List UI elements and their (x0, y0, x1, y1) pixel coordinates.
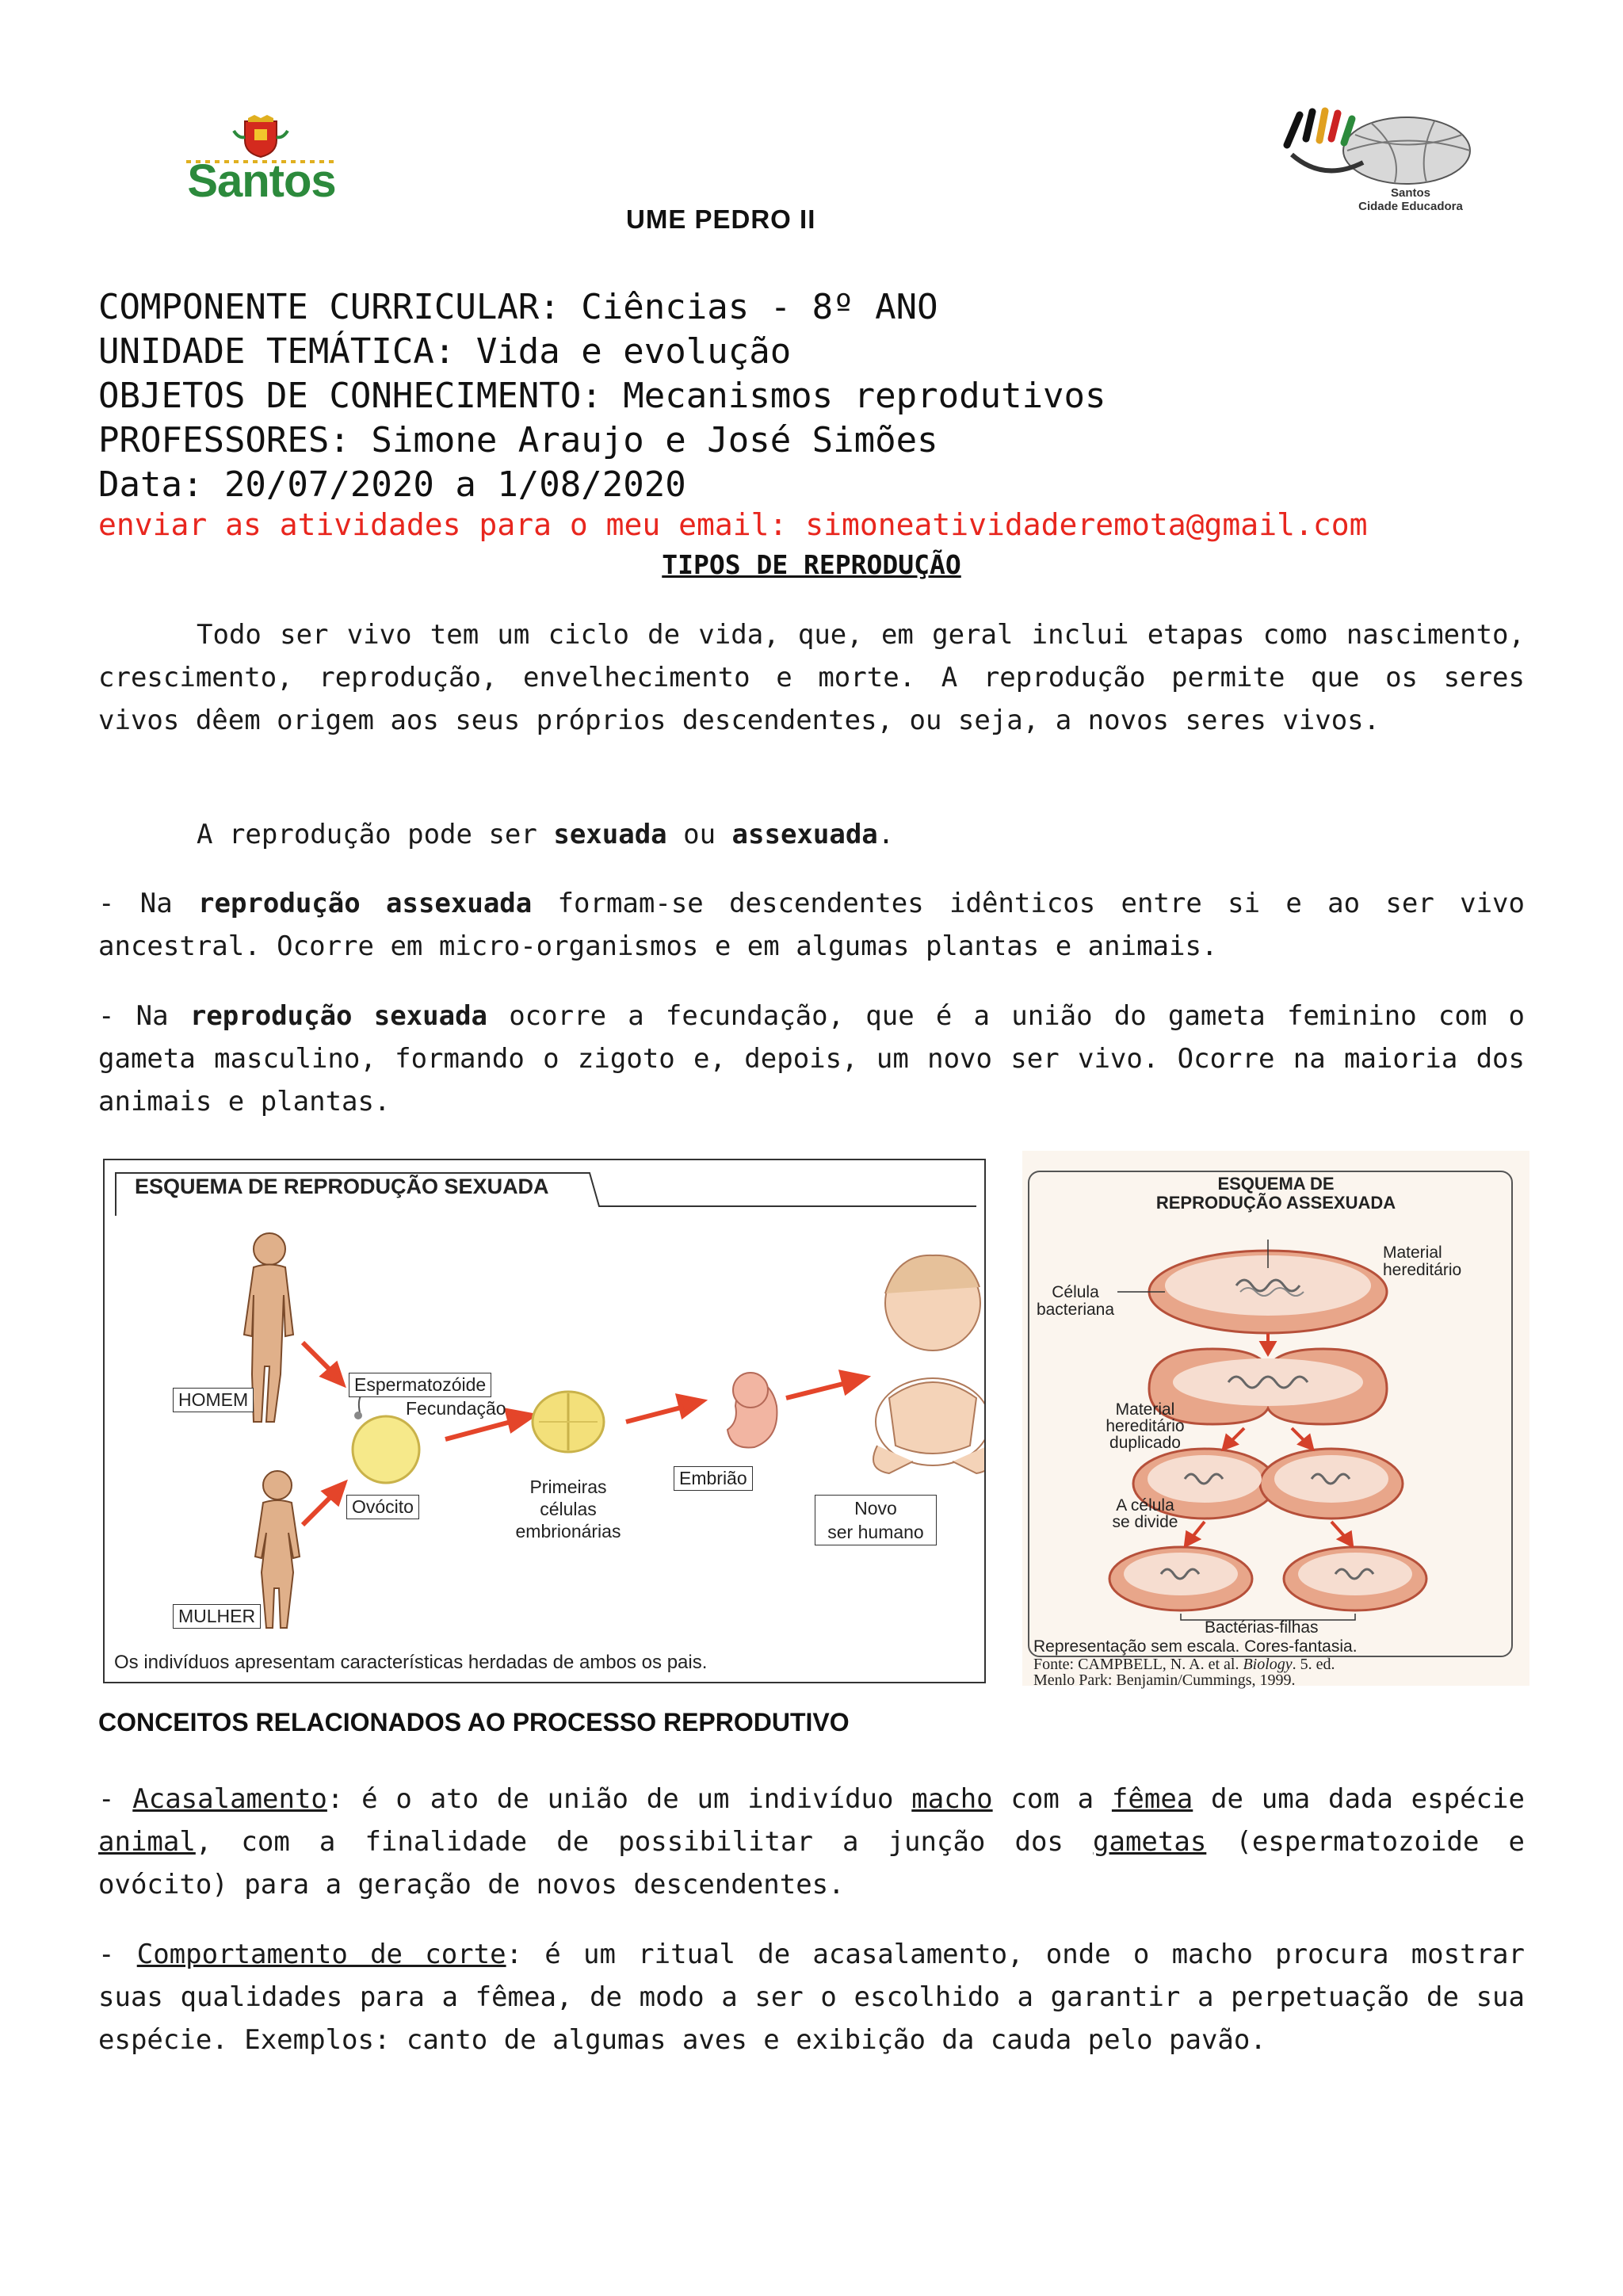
source-line-1 (1033, 1656, 1335, 1672)
label-bacterias-filhas: Bactérias-filhas (1205, 1618, 1319, 1637)
p3-bold: reprodução assexuada (198, 888, 533, 919)
source-a: Fonte: CAMPBELL, N. A. et al. (1033, 1656, 1243, 1673)
c1-t4: , com a finalidade de possibilitar a junção dos (195, 1826, 1093, 1858)
c2-t1: : é um ritual de acasalamento, onde o macho procura mostrar suas qualidades para a fêmea, de modo a ser o escolhido a garantir a perpetuação de sua espécie. Exemplos: canto de algumas aves e exibição da cauda pelo pavão. (98, 1939, 1525, 2056)
material-line-2: hereditário (1383, 1261, 1462, 1279)
intro-paragraph-3 (98, 882, 1525, 968)
asexual-figure-source (1033, 1656, 1335, 1688)
embryo-icon (727, 1373, 777, 1448)
c1-t1: : é o ato de união de um indivíduo (327, 1783, 912, 1815)
oocyte-icon (353, 1416, 419, 1483)
intro-paragraph-4 (98, 995, 1525, 1123)
c1-t3: de uma dada espécie (1193, 1783, 1525, 1815)
c1-t5: (espermatozoide e ovócito) para a geração de novos descendentes. (98, 1826, 1525, 1901)
header-componente: COMPONENTE CURRICULAR: Ciências - 8º ANO (98, 287, 938, 327)
duplicado-line-2: hereditário (1106, 1417, 1185, 1435)
p2-bold-sexuada: sexuada (553, 819, 667, 850)
c1-u1-macho: macho (911, 1783, 993, 1815)
c1-t2: com a (992, 1783, 1112, 1815)
asexual-figure-note: Representação sem escala. Cores-fantasia. (1033, 1637, 1358, 1656)
c1-u3-animal: animal (98, 1826, 196, 1858)
sexual-figure-title: ESQUEMA DE REPRODUÇÃO SEXUADA (135, 1175, 549, 1198)
school-name: UME PEDRO II (626, 204, 816, 234)
label-ovocito: Ovócito (346, 1495, 419, 1519)
p2-text-c: ou (666, 819, 732, 850)
daughter-bacteria-icon (1109, 1547, 1426, 1610)
concepts-title: CONCEITOS RELACIONADOS AO PROCESSO REPRODUTIVO (98, 1708, 850, 1736)
baby-icon (873, 1255, 984, 1473)
asexual-title-line-2: REPRODUÇÃO ASSEXUADA (1155, 1193, 1396, 1213)
source-line-2: Menlo Park: Benjamin/Cummings, 1999. (1033, 1671, 1296, 1689)
p2-text-e: . (877, 819, 895, 850)
santos-logo (155, 115, 369, 206)
santos-logo-text: Santos (187, 155, 336, 207)
asexual-reproduction-figure (1022, 1151, 1529, 1689)
sexual-figure-caption: Os indivíduos apresentam características herdadas de ambos os pais. (114, 1652, 708, 1673)
primeiras-line-1: Primeiras (529, 1477, 607, 1497)
p2-bold-assexuada: assexuada (731, 819, 878, 850)
header-unidade: UNIDADE TEMÁTICA: Vida e evolução (98, 331, 792, 372)
intro-paragraph-1: Todo ser vivo tem um ciclo de vida, que, em geral inclui etapas como nascimento, crescimento, reprodução, envelhecimento e morte. A reprodução permite que os seres vivos dêem origem aos seus próprios descendentes, ou seja, a novos seres vivos. (98, 619, 1525, 736)
header-data: Data: 20/07/2020 a 1/08/2020 (98, 464, 686, 505)
primeiras-line-2: células (540, 1499, 597, 1519)
divide-line-2: se divide (1112, 1513, 1178, 1531)
p2-text-a: A reprodução pode ser (197, 819, 554, 850)
c2-term: Comportamento de corte (136, 1939, 506, 1970)
label-embriao: Embrião (674, 1466, 753, 1491)
duplicado-line-1: Material (1115, 1400, 1175, 1419)
intro-paragraph-2 (98, 813, 1525, 856)
source-b: Biology (1243, 1656, 1293, 1673)
concept-acasalamento (98, 1778, 1525, 1906)
label-a-celula-se-divide (1102, 1497, 1189, 1530)
embryonic-cells-icon (533, 1392, 604, 1452)
woman-figure-icon (255, 1471, 300, 1628)
c1-dash: - (98, 1783, 133, 1815)
label-primeiras-celulas (509, 1476, 628, 1542)
concept-comportamento-de-corte (98, 1933, 1525, 2061)
c2-dash: - (98, 1939, 137, 1970)
header-professores: PROFESSORES: Simone Araujo e José Simões (98, 420, 938, 460)
source-c: . 5. ed. (1292, 1656, 1335, 1673)
celula-line-2: bacteriana (1036, 1301, 1115, 1319)
label-celula-bacteriana (1032, 1284, 1119, 1319)
novo-line-2: ser humano (827, 1522, 924, 1542)
sexual-reproduction-figure (103, 1159, 986, 1683)
cidade-line-2: Cidade Educadora (1358, 200, 1463, 213)
p3-text-a: - Na (98, 888, 199, 919)
cidade-educadora-globe-icon (1276, 107, 1490, 186)
cidade-line-1: Santos (1390, 186, 1430, 200)
asexual-figure-title (1133, 1175, 1419, 1213)
material-line-1: Material (1383, 1244, 1442, 1262)
label-fecundacao: Fecundação (406, 1398, 506, 1419)
c1-u4-gametas: gametas (1093, 1826, 1207, 1858)
novo-line-1: Novo (854, 1498, 897, 1519)
label-material-duplicado (1086, 1401, 1205, 1451)
header-objetos: OBJETOS DE CONHECIMENTO: Mecanismos reprodutivos (98, 376, 1106, 416)
p4-text-a: - Na (98, 1000, 190, 1032)
label-homem: HOMEM (173, 1388, 254, 1412)
label-novo-ser-humano (815, 1495, 937, 1545)
label-espermatozoide: Espermatozóide (349, 1373, 491, 1397)
cidade-educadora-caption (1331, 186, 1490, 213)
p4-text-c: ocorre a fecundação, que é a união do gameta feminino com o gameta masculino, formando o zigoto e, depois, um novo ser vivo. Ocorre na maioria dos animais e plantas. (98, 1000, 1525, 1117)
p4-bold: reprodução sexuada (189, 1000, 488, 1032)
label-material-hereditario (1383, 1244, 1461, 1279)
celula-line-1: Célula (1052, 1283, 1099, 1301)
primeiras-line-3: embrionárias (515, 1521, 621, 1541)
asexual-title-line-1: ESQUEMA DE (1217, 1174, 1335, 1194)
divide-line-1: A célula (1116, 1496, 1174, 1515)
c1-term: Acasalamento (132, 1783, 327, 1815)
section-title: TIPOS DE REPRODUÇÃO (662, 549, 961, 580)
cidade-educadora-logo (1276, 107, 1490, 218)
duplicado-line-3: duplicado (1109, 1434, 1181, 1452)
email-line: enviar as atividades para o meu email: simoneatividaderemota@gmail.com (98, 507, 1368, 542)
santos-crest-icon (232, 115, 289, 159)
label-mulher: MULHER (173, 1604, 261, 1629)
p3-text-c: formam-se descendentes idênticos entre si e ao ser vivo ancestral. Ocorre em micro-organismos e em algumas plantas e animais. (98, 888, 1525, 962)
c1-u2-femea: fêmea (1111, 1783, 1193, 1815)
